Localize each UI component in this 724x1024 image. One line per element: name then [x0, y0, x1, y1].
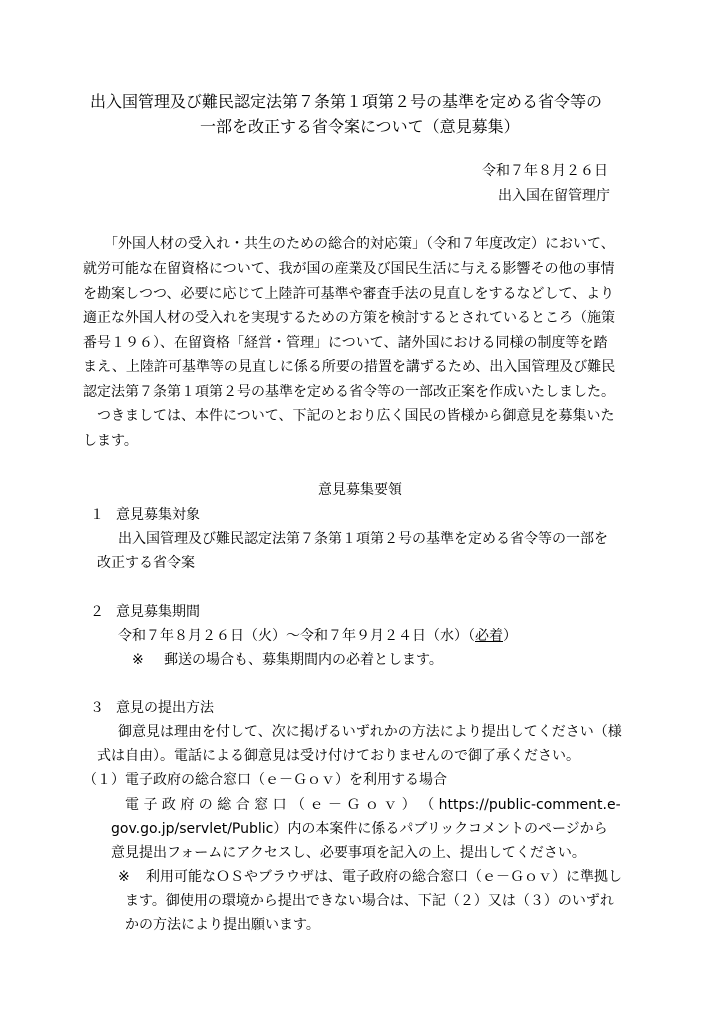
issue-date: 令和７年８月２６日 — [482, 163, 608, 179]
intro-line: 番号１９６）、在留資格「経営・管理」について、諸外国における同様の制度等を踏 — [83, 335, 608, 351]
method-1-body: gov.go.jp/servlet/Public）内の本案件に係るパブリックコメントのページから — [111, 821, 608, 837]
intro-line: まえ、上陸許可基準等の見直しに係る所要の措置を講ずるため、出入国管理及び難民 — [83, 359, 616, 375]
submission-period — [118, 626, 517, 646]
issuing-agency: 出入国在留管理庁 — [498, 188, 610, 204]
intro-line: 適正な外国人材の受入れを実現するための方策を検討するとされているところ（施策 — [83, 310, 615, 326]
method-1-body: 電 子 政 府 の 総 合 窓 口 （ ｅ － Ｇ ｏ ｖ ） （ https://public-comment.e- — [125, 797, 621, 813]
section-1-number: １ — [90, 507, 104, 523]
intro-line: 就労可能な在留資格について、我が国の産業及び国民生活に与える影響その他の事情 — [83, 261, 615, 277]
period-close: ） — [503, 628, 517, 644]
must-arrive-text: 必着 — [475, 628, 503, 644]
intro-line: します。 — [83, 433, 138, 449]
os-browser-note: かの方法により提出願います。 — [125, 917, 320, 933]
section-3-body: 式は自由）。電話による御意見は受け付けておりませんので御了承ください。 — [97, 748, 580, 764]
intro-line: を勘案しつつ、必要に応じて上陸許可基準や審査手法の見直しをするなどして、より — [83, 286, 615, 302]
section-1-body: 改正する省令案 — [97, 555, 195, 571]
note-mark: ※ — [132, 652, 144, 668]
section-1-body: 出入国管理及び難民認定法第７条第１項第２号の基準を定める省令等の一部を — [118, 531, 608, 547]
intro-line: 認定法第７条第１項第２号の基準を定める省令等の一部改正案を作成いたしました。 — [83, 384, 615, 400]
period-text: 令和７年８月２６日（火）～令和７年９月２４日（水）（ — [118, 628, 475, 644]
intro-line: つきましては、本件について、下記のとおり広く国民の皆様から御意見を募集いた — [97, 408, 615, 424]
intro-line: 「外国人材の受入れ・共生のための総合的対応策」（令和７年度改定）において、 — [104, 236, 615, 252]
section-3-number: ３ — [90, 700, 104, 716]
os-browser-note: ます。御使用の環境から提出できない場合は、下記（２）又は（３）のいずれ — [125, 893, 614, 909]
guidelines-heading: 意見募集要領 — [318, 482, 402, 498]
method-1-body: 意見提出フォームにアクセスし、必要事項を記入の上、提出してください。 — [111, 845, 586, 861]
postal-note: 郵送の場合も、募集期間内の必着とします。 — [164, 652, 443, 668]
section-2-number: ２ — [90, 604, 104, 620]
document-title-line-2: 一部を改正する省令案について（意見募集） — [200, 117, 520, 136]
section-3-body: 御意見は理由を付して、次に掲げるいずれかの方法により提出してください（様 — [118, 724, 622, 740]
method-1-label: （１）電子政府の総合窓口（ｅ－Ｇｏｖ）を利用する場合 — [83, 772, 447, 788]
note-mark: ※ — [118, 869, 130, 885]
os-browser-note: 利用可能なＯＳやブラウザは、電子政府の総合窓口（ｅ－Ｇｏｖ）に準拠し — [146, 869, 622, 885]
section-2-title: 意見募集期間 — [116, 604, 200, 620]
document-title-line-1: 出入国管理及び難民認定法第７条第１項第２号の基準を定める省令等の — [90, 92, 603, 111]
section-3-title: 意見の提出方法 — [116, 700, 214, 716]
section-1-title: 意見募集対象 — [116, 507, 200, 523]
